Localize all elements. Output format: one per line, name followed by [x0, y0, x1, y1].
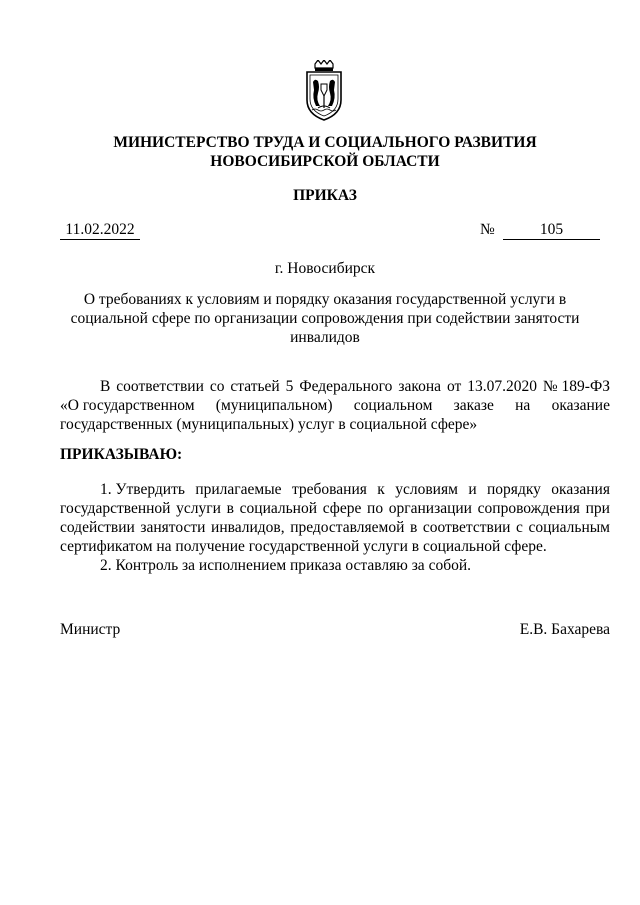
word: государственной — [60, 500, 171, 517]
item2: 2. Контроль за исполнением приказа оставляю за собой. — [100, 557, 472, 574]
word: прилагаемые — [195, 481, 282, 498]
word: социальным — [528, 519, 610, 536]
coat-of-arms-icon — [301, 60, 347, 122]
word: в — [409, 519, 418, 536]
basis-line-1 — [60, 377, 610, 396]
word: предоставляемой — [290, 519, 405, 536]
subject-line: О требованиях к условиям и порядку оказания государственной услуги в — [83, 291, 567, 308]
word: закона — [398, 378, 441, 395]
legal-basis-paragraph — [60, 377, 610, 434]
word: на — [515, 397, 531, 414]
word: 13.07.2020 — [467, 378, 537, 395]
word: по — [367, 500, 384, 517]
ministry-name-line1: МИНИСТЕРСТВО ТРУДА И СОЦИАЛЬНОГО РАЗВИТИЯ — [113, 134, 537, 151]
ministry-name-line2: НОВОСИБИРСКОЙ ОБЛАСТИ — [210, 153, 440, 170]
word: оказания — [551, 481, 610, 498]
word: статьей — [230, 378, 280, 395]
word: организации — [388, 500, 472, 517]
basis-line-2 — [60, 396, 610, 415]
word: 1. Утвердить — [100, 481, 185, 498]
item1-line-4: сертификатом на получение государственной услуги в социальной сфере. — [60, 538, 547, 555]
word: услуги — [176, 500, 221, 517]
word: инвалидов, — [211, 519, 285, 536]
document-city: г. Новосибирск — [274, 260, 376, 277]
word: Федерального — [299, 378, 393, 395]
item1-line-2 — [60, 499, 610, 518]
word: «О государственном — [60, 397, 195, 414]
document-number-label: № — [480, 221, 495, 238]
word: содействии — [60, 519, 135, 536]
word: сфере — [322, 500, 362, 517]
word: социальном — [353, 397, 433, 414]
word: (муниципальном) — [215, 397, 333, 414]
word: № 189-ФЗ — [542, 378, 610, 395]
word: со — [209, 378, 225, 395]
word: при — [585, 500, 610, 517]
word: с — [515, 519, 523, 536]
word: соответствии — [116, 378, 204, 395]
word: условиям — [395, 481, 458, 498]
subject-line: инвалидов — [290, 329, 360, 346]
word: 5 — [285, 378, 294, 395]
word: к — [377, 481, 385, 498]
word: социальной — [239, 500, 318, 517]
item1-line-1 — [60, 480, 610, 499]
subject-line: социальной сфере по организации сопровождения при содействии занятости — [70, 310, 580, 327]
signatory-name: Е.В. Бахарева — [519, 621, 610, 638]
word: занятости — [140, 519, 206, 536]
word: порядку — [487, 481, 541, 498]
word: оказание — [551, 397, 610, 414]
document-number: 105 — [503, 220, 600, 240]
document-subject — [70, 290, 580, 347]
word: и — [468, 481, 477, 498]
word: соответствии — [422, 519, 511, 536]
basis-line-3: государственных (муниципальных) услуг в социальной сфере» — [60, 416, 478, 433]
document-type: ПРИКАЗ — [293, 187, 357, 204]
word: сопровождения — [477, 500, 580, 517]
signatory-title: Министр — [60, 621, 121, 638]
word: требования — [291, 481, 367, 498]
order-directive: ПРИКАЗЫВАЮ: — [60, 446, 183, 463]
ministry-name — [40, 133, 610, 171]
word: В — [100, 378, 111, 395]
item1-line-3 — [60, 518, 610, 537]
word: от — [446, 378, 462, 395]
order-items — [60, 480, 610, 575]
word: в — [226, 500, 234, 517]
word: заказе — [453, 397, 494, 414]
document-date: 11.02.2022 — [60, 220, 140, 240]
